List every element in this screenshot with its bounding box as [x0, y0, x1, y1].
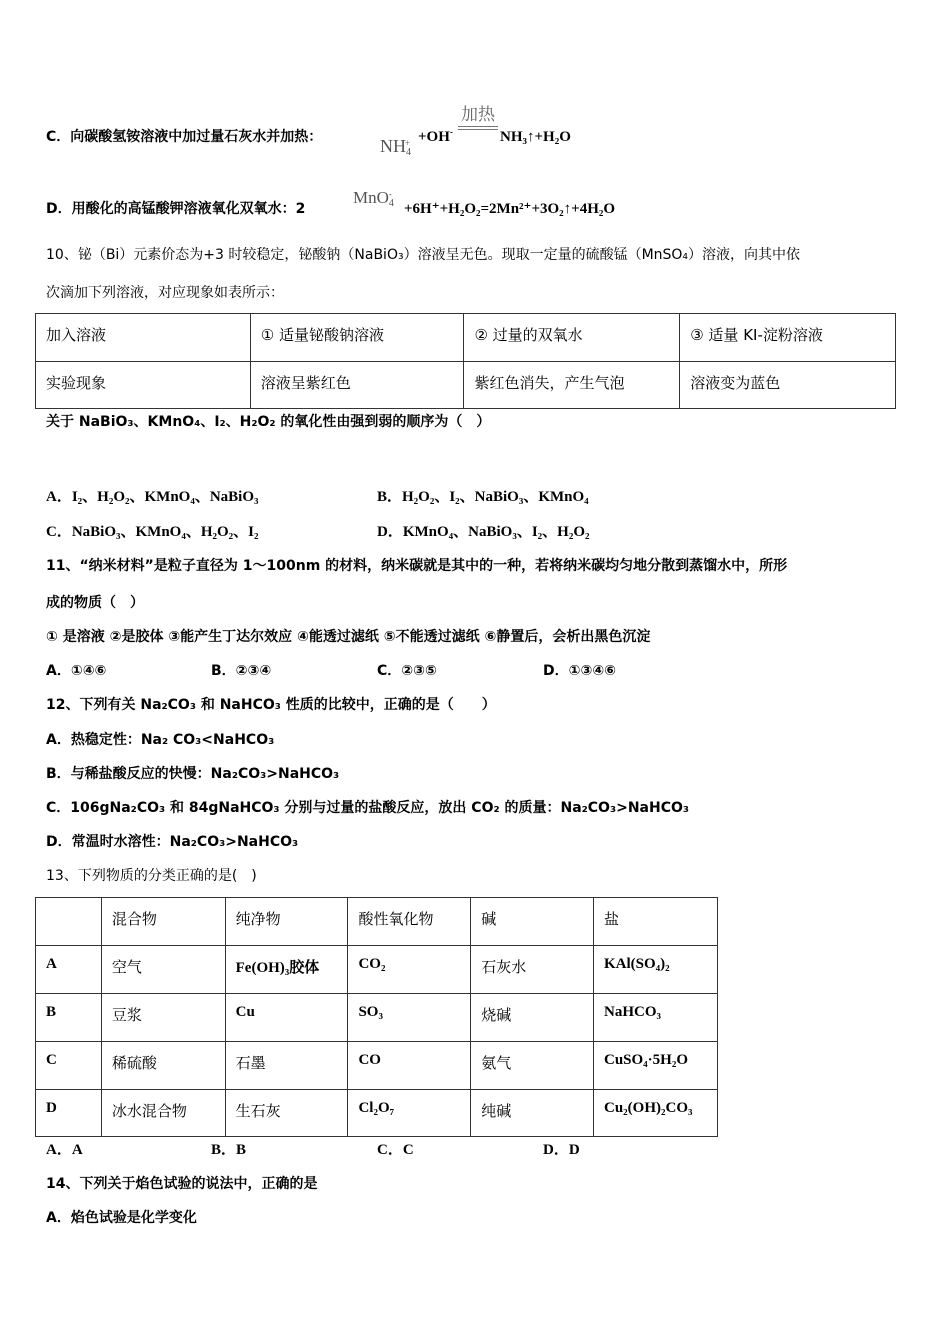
mno4-sup: -: [388, 189, 392, 199]
table-cell: ③ 适量 KI-淀粉溶液: [680, 314, 896, 362]
table-cell: Cl₂O₇: [348, 1090, 471, 1137]
table-cell: Cu: [225, 994, 348, 1042]
table-cell: Cu₂(OH)₂CO₃: [594, 1090, 718, 1137]
table-cell: 加入溶液: [36, 314, 251, 362]
q10-stem-line2: 次滴加下列溶液，对应现象如表所示：: [46, 285, 284, 301]
q11-option-b[interactable]: B．②③④: [211, 663, 272, 679]
table-header-row: [36, 898, 718, 946]
table-cell: CO₂: [348, 946, 471, 994]
table-row: [36, 946, 718, 994]
table-cell: Fe(OH)₃胶体: [225, 946, 348, 994]
table-row: [36, 314, 896, 362]
table-cell: 稀硫酸: [101, 1042, 225, 1090]
nh4-sub: 4: [406, 147, 411, 158]
table-header-cell: 混合物: [101, 898, 225, 946]
table-cell: 氨气: [471, 1042, 594, 1090]
q10-option-d[interactable]: D．KMnO₄、NaBiO₃、I₂、H₂O₂: [377, 524, 590, 540]
table-row: [36, 1042, 718, 1090]
table-cell: ① 适量铋酸钠溶液: [250, 314, 464, 362]
permanganate-equation-rest: +6H⁺+H₂O₂=2Mn²⁺+3O₂↑+4H₂O: [404, 201, 616, 217]
q13-option-d[interactable]: D．D: [543, 1142, 580, 1158]
option-d-text: D．用酸化的高锰酸钾溶液氧化双氧水：2: [46, 201, 306, 217]
oh-sup: -: [449, 127, 453, 137]
table-cell: 生石灰: [225, 1090, 348, 1137]
table-cell: SO₃: [348, 994, 471, 1042]
heat-label: 加热: [461, 105, 495, 125]
table-header-cell: [36, 898, 102, 946]
mno4-base: MnO: [353, 188, 389, 207]
table-header-cell: 酸性氧化物: [348, 898, 471, 946]
table-cell: 纯碱: [471, 1090, 594, 1137]
q12-option-a[interactable]: A．热稳定性：Na₂ CO₃<NaHCO₃: [46, 732, 275, 748]
table-cell: 紫红色消失，产生气泡: [464, 362, 680, 409]
table-row: [36, 1090, 718, 1137]
q10-question: 关于 NaBiO₃、KMnO₄、I₂、H₂O₂ 的氧化性由强到弱的顺序为（ ）: [46, 414, 491, 430]
q9-option-d: [46, 199, 305, 219]
q12-option-d[interactable]: D．常温时水溶性：Na₂CO₃>NaHCO₃: [46, 834, 299, 850]
table-cell: 石灰水: [471, 946, 594, 994]
oh-text: +OH: [418, 129, 450, 145]
table-cell: 豆浆: [101, 994, 225, 1042]
mno4-sub: 4: [388, 198, 394, 209]
option-c-text: C．向碳酸氢铵溶液中加过量石灰水并加热：: [46, 129, 323, 145]
table-cell: 烧碱: [471, 994, 594, 1042]
table-cell: 溶液变为蓝色: [680, 362, 896, 409]
table-row: [36, 994, 718, 1042]
table-cell: NaHCO₃: [594, 994, 718, 1042]
table-cell: D: [36, 1090, 102, 1137]
table-cell: CuSO₄·5H₂O: [594, 1042, 718, 1090]
table-cell: 冰水混合物: [101, 1090, 225, 1137]
q11-stem-line2: 成的物质（ ）: [46, 595, 144, 611]
q11-option-c[interactable]: C．②③⑤: [377, 663, 437, 679]
q14-stem: 14、下列关于焰色试验的说法中，正确的是: [46, 1176, 318, 1192]
q11-option-a[interactable]: A．①④⑥: [46, 663, 107, 679]
table-cell: 溶液呈紫红色: [250, 362, 464, 409]
table-cell: KAl(SO₄)₂: [594, 946, 718, 994]
nh4-base: NH: [380, 136, 406, 156]
q10-option-a[interactable]: A．I₂、H₂O₂、KMnO₄、NaBiO₃: [46, 489, 259, 505]
q11-stem-line1: 11、“纳米材料”是粒子直径为 1～100nm 的材料，纳米碳就是其中的一种，若将纳米碳均匀地分散到蒸馏水中，所形: [46, 558, 788, 574]
table-header-cell: 纯净物: [225, 898, 348, 946]
table-cell: 石墨: [225, 1042, 348, 1090]
q11-option-d[interactable]: D．①③④⑥: [543, 663, 617, 679]
nh4-sup: +: [405, 138, 411, 148]
hydroxide: [418, 127, 453, 147]
nh3-products: NH₃↑+H₂O: [500, 129, 571, 145]
table-row: [36, 362, 896, 409]
table-cell: B: [36, 994, 102, 1042]
heating-condition: [458, 100, 498, 130]
q13-classification-table: [35, 897, 718, 1137]
table-cell: C: [36, 1042, 102, 1090]
table-cell: 实验现象: [36, 362, 251, 409]
q10-experiment-table: [35, 313, 896, 409]
q13-option-b[interactable]: B．B: [211, 1142, 247, 1158]
table-cell: 空气: [101, 946, 225, 994]
q12-stem: 12、下列有关 Na₂CO₃ 和 NaHCO₃ 性质的比较中，正确的是（ ）: [46, 697, 496, 713]
q10-stem-line1: 10、铋（Bi）元素价态为+3 时较稳定，铋酸钠（NaBiO₃）溶液呈无色。现取一定量的硫酸锰（MnSO₄）溶液，向其中依: [46, 247, 801, 263]
permanganate-ion: [353, 188, 394, 208]
table-cell: A: [36, 946, 102, 994]
q14-option-a[interactable]: A．焰色试验是化学变化: [46, 1210, 197, 1226]
q10-option-c[interactable]: C．NaBiO₃、KMnO₄、H₂O₂、I₂: [46, 524, 259, 540]
table-header-cell: 盐: [594, 898, 718, 946]
reaction-arrow: [458, 126, 498, 130]
q13-stem: 13、下列物质的分类正确的是( ): [46, 868, 257, 884]
q9-option-c: [46, 127, 322, 147]
q11-statements: ① 是溶液 ②是胶体 ③能产生丁达尔效应 ④能透过滤纸 ⑤不能透过滤纸 ⑥静置后，会析出黑色沉淀: [46, 629, 651, 645]
table-header-cell: 碱: [471, 898, 594, 946]
nh4-ion: [380, 136, 410, 156]
q13-option-a[interactable]: A．A: [46, 1142, 83, 1158]
q10-option-b[interactable]: B．H₂O₂、I₂、NaBiO₃、KMnO₄: [377, 489, 589, 505]
table-cell: CO: [348, 1042, 471, 1090]
q12-option-c[interactable]: C．106gNa₂CO₃ 和 84gNaHCO₃ 分别与过量的盐酸反应，放出 CO₂ 的质量：Na₂CO₃>NaHCO₃: [46, 800, 690, 816]
q13-option-c[interactable]: C．C: [377, 1142, 414, 1158]
q12-option-b[interactable]: B．与稀盐酸反应的快慢：Na₂CO₃>NaHCO₃: [46, 766, 340, 782]
table-cell: ② 过量的双氧水: [464, 314, 680, 362]
